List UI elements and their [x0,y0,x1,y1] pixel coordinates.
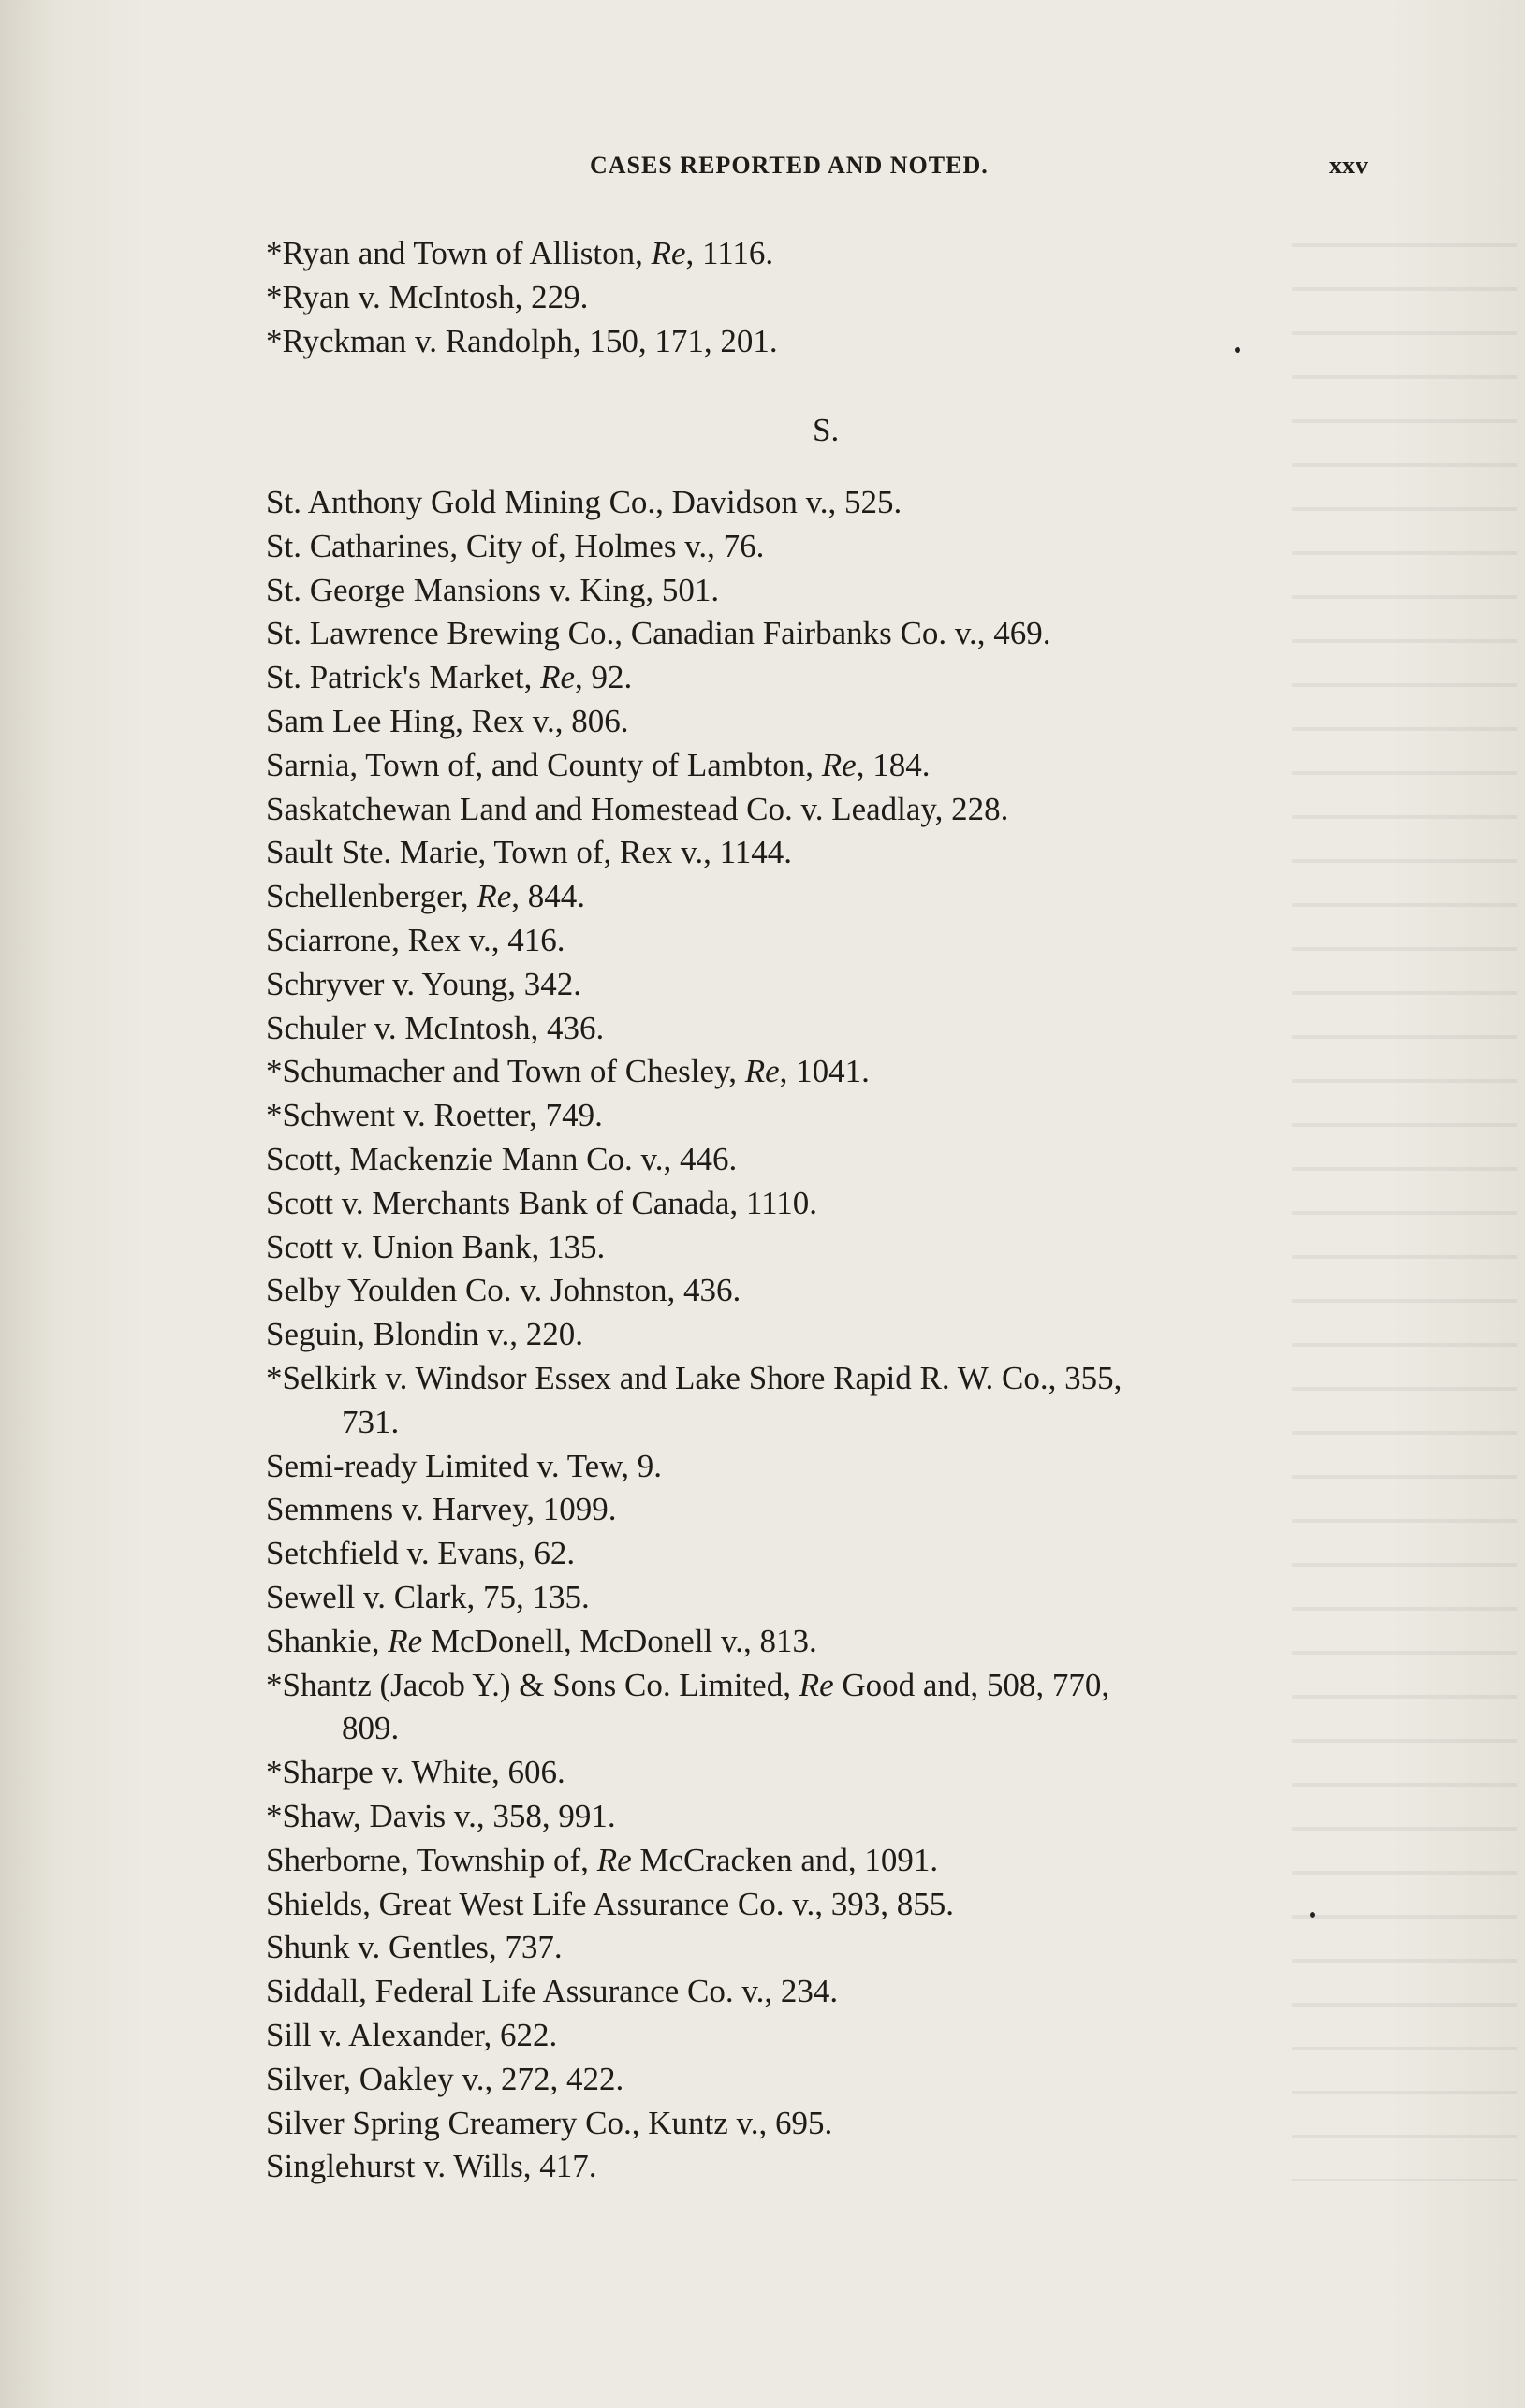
entry-text-after: McCracken and, 1091. [631,1841,939,1878]
entry-text: Semi-ready Limited v. Tew, 9. [266,1447,662,1484]
page-number: xxv [1329,152,1369,179]
entry-text: *Schwent v. Roetter, 749. [266,1097,603,1134]
entry-text: *Schumacher and Town of Chesley, [266,1053,745,1090]
index-entry [266,276,588,319]
section-letter: S. [813,412,840,448]
index-entry [266,232,773,275]
entry-text: Saskatchewan Land and Homestead Co. v. Leadlay, 228. [266,790,1009,827]
index-entry [266,1488,617,1531]
index-entry [266,1751,565,1794]
index-entry [266,1795,616,1838]
index-entry [266,569,719,612]
entry-text: Seguin, Blondin v., 220. [266,1316,583,1353]
entry-text: Sault Ste. Marie, Town of, Rex v., 1144. [266,834,793,871]
entry-text: Siddall, Federal Life Assurance Co. v., 234. [266,1973,839,2010]
stray-mark [1235,347,1240,353]
index-entry [266,1269,741,1312]
index-entry [266,2102,832,2145]
index-entry [266,656,632,699]
entry-text: Scott, Mackenzie Mann Co. v., 446. [266,1141,738,1177]
entry-text-after: , 844. [511,878,586,915]
index-entry [266,1357,1122,1400]
index-entry [266,1970,838,2013]
entry-text: *Ryan v. McIntosh, 229. [266,278,589,315]
index-entry [266,481,902,524]
page-header-title: CASES REPORTED AND NOTED. [590,152,989,179]
entry-re-italic: Re [651,235,686,271]
entry-text: St. Anthony Gold Mining Co., Davidson v., 525. [266,484,902,520]
index-entry [266,1138,737,1181]
index-entry [266,700,629,743]
entry-re-italic: Re [596,1841,632,1878]
bleed-through-text [1292,215,1517,2181]
index-entry [266,1926,563,1969]
index-entry [342,1401,399,1444]
entry-re-italic: Re [540,659,575,696]
index-entry [266,1313,583,1356]
entry-re-italic: Re [477,878,512,915]
index-entry [266,919,565,962]
index-entry [266,831,792,874]
entry-text-after: , 1116. [685,235,774,271]
index-entry [266,1182,817,1225]
index-entry [266,1226,605,1269]
index-entry [266,1620,817,1663]
entry-text: *Shantz (Jacob Y.) & Sons Co. Limited, [266,1666,799,1703]
index-entry [266,1094,603,1137]
index-entry [266,320,778,363]
entry-text: Scott v. Merchants Bank of Canada, 1110. [266,1184,818,1221]
entry-text: St. Patrick's Market, [266,659,541,696]
entry-text: *Ryan and Town of Alliston, [266,235,652,271]
entry-text: Silver, Oakley v., 272, 422. [266,2060,624,2097]
entry-text: St. Lawrence Brewing Co., Canadian Fairbanks Co. v., 469. [266,615,1051,652]
index-entry [266,1532,575,1575]
entry-text: Sarnia, Town of, and County of Lambton, [266,746,822,783]
index-entry [266,1839,938,1882]
entry-text-after: , 92. [575,659,633,696]
entry-text: Semmens v. Harvey, 1099. [266,1491,617,1528]
entry-text-after: , 184. [856,746,931,783]
entry-text: Schuler v. McIntosh, 436. [266,1009,605,1046]
index-entry [266,1445,662,1488]
entry-text: Schellenberger, [266,878,477,915]
index-entry [266,2014,557,2057]
index-entry [266,788,1008,831]
entry-text: *Selkirk v. Windsor Essex and Lake Shore Rapid R. W. Co., 355, [266,1360,1122,1396]
entry-text-after: McDonell, McDonell v., 813. [422,1622,817,1659]
entry-text-after: , 1041. [779,1053,870,1090]
index-entry [266,612,1051,655]
entry-text: Shankie, [266,1622,389,1659]
entry-text: Sherborne, Township of, [266,1841,597,1878]
entry-text: Scott v. Union Bank, 135. [266,1228,606,1265]
entry-text: *Ryckman v. Randolph, 150, 171, 201. [266,322,778,359]
index-entry [266,963,581,1006]
entry-text: 731. [342,1403,400,1440]
index-entry [266,2058,623,2101]
entry-text: Schryver v. Young, 342. [266,965,582,1002]
entry-re-italic: Re [744,1053,780,1090]
entry-text: Sill v. Alexander, 622. [266,2017,558,2053]
entry-text: Sam Lee Hing, Rex v., 806. [266,703,629,739]
index-entry [266,1883,954,1926]
entry-text: Sciarrone, Rex v., 416. [266,922,565,958]
entry-text: Singlehurst v. Wills, 417. [266,2148,597,2185]
entry-text: St. Catharines, City of, Holmes v., 76. [266,527,765,564]
index-entry [342,1707,399,1750]
entry-text: *Shaw, Davis v., 358, 991. [266,1798,616,1834]
index-entry [266,1664,1109,1707]
index-entry [266,1007,604,1050]
entry-text-after: Good and, 508, 770, [833,1666,1110,1703]
entry-text: Selby Youlden Co. v. Johnston, 436. [266,1272,741,1309]
entry-re-italic: Re [821,746,857,783]
entry-text: Setchfield v. Evans, 62. [266,1535,576,1572]
stray-mark [1310,1912,1315,1918]
index-entry [266,1050,870,1093]
index-entry [266,2145,596,2188]
entry-text: Shields, Great West Life Assurance Co. v., 393, 855. [266,1885,954,1922]
entry-text: *Sharpe v. White, 606. [266,1754,565,1791]
entry-text: Shunk v. Gentles, 737. [266,1929,563,1966]
entry-re-italic: Re [388,1622,423,1659]
entry-re-italic: Re [799,1666,834,1703]
entry-text: Sewell v. Clark, 75, 135. [266,1579,590,1615]
index-entry [266,744,930,787]
entry-text: 809. [342,1710,400,1747]
entry-text: Silver Spring Creamery Co., Kuntz v., 695. [266,2104,833,2141]
index-entry [266,525,764,568]
index-entry [266,875,585,918]
index-entry [266,1576,590,1619]
entry-text: St. George Mansions v. King, 501. [266,571,720,608]
